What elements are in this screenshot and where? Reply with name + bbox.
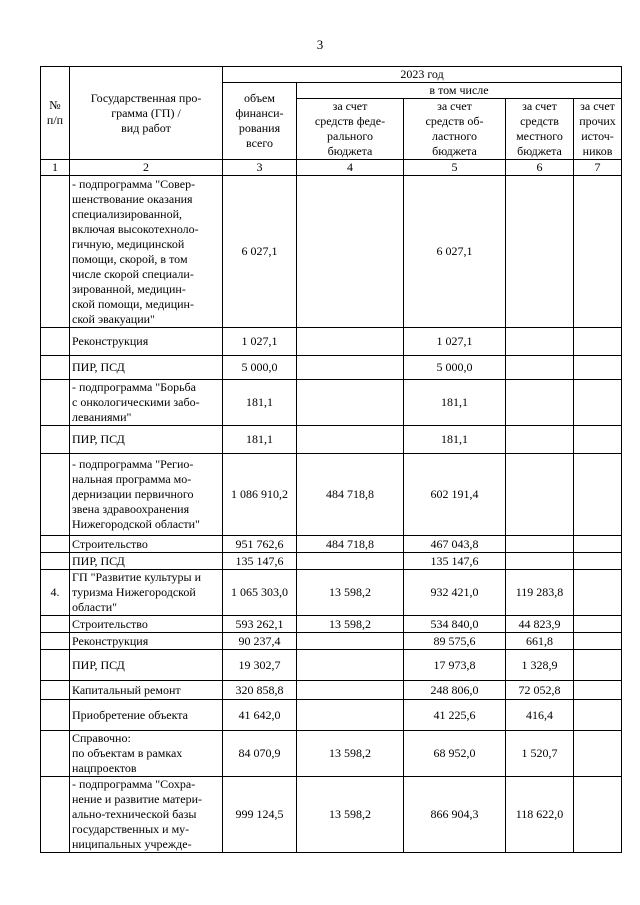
local-budget-cell [506, 553, 574, 570]
local-budget-cell [506, 454, 574, 536]
column-number: 5 [404, 160, 506, 176]
row-number-cell [41, 380, 70, 426]
total-funding-cell: 19 302,7 [223, 650, 297, 681]
program-name-cell: ПИР, ПСД [70, 553, 223, 570]
table-row [41, 176, 622, 328]
row-number-cell [41, 176, 70, 328]
header-regional-budget: за счет средств об- ластного бюджета [404, 99, 506, 160]
total-funding-cell: 84 070,9 [223, 731, 297, 777]
row-number-cell [41, 328, 70, 356]
row-number-cell [41, 777, 70, 853]
table-row [41, 536, 622, 553]
local-budget-cell [506, 426, 574, 454]
program-name-cell: - подпрограмма "Борьба с онкологическими забо- леваниями" [70, 380, 223, 426]
header-row-number: № п/п [41, 67, 70, 160]
header-local-budget: за счет средств местного бюджета [506, 99, 574, 160]
table-row [41, 570, 622, 616]
total-funding-cell: 1 086 910,2 [223, 454, 297, 536]
local-budget-cell: 44 823,9 [506, 616, 574, 633]
regional-budget-cell: 932 421,0 [404, 570, 506, 616]
header-year: 2023 год [223, 67, 622, 83]
regional-budget-cell: 17 973,8 [404, 650, 506, 681]
row-number-cell [41, 633, 70, 650]
total-funding-cell: 135 147,6 [223, 553, 297, 570]
table-row [41, 650, 622, 681]
regional-budget-cell: 181,1 [404, 380, 506, 426]
total-funding-cell: 6 027,1 [223, 176, 297, 328]
table-row [41, 731, 622, 777]
table-row [41, 328, 622, 356]
total-funding-cell: 951 762,6 [223, 536, 297, 553]
regional-budget-cell: 467 043,8 [404, 536, 506, 553]
other-sources-cell [574, 777, 622, 853]
program-name-cell: Приобретение объекта [70, 700, 223, 731]
total-funding-cell: 181,1 [223, 426, 297, 454]
column-number: 1 [41, 160, 70, 176]
table-row [41, 777, 622, 853]
regional-budget-cell: 5 000,0 [404, 356, 506, 380]
header-other-sources: за счет прочих источ- ников [574, 99, 622, 160]
regional-budget-cell: 1 027,1 [404, 328, 506, 356]
table-row [41, 681, 622, 700]
program-name-cell: - подпрограмма "Регио- нальная программа мо- дернизации первичного звена здравоохранения Нижегородской области" [70, 454, 223, 536]
local-budget-cell [506, 380, 574, 426]
header-program: Государственная про- грамма (ГП) / вид работ [70, 67, 223, 160]
other-sources-cell [574, 536, 622, 553]
table-row [41, 426, 622, 454]
program-name-cell: Строительство [70, 536, 223, 553]
row-number-cell [41, 536, 70, 553]
row-number-cell: 4. [41, 570, 70, 616]
row-number-cell [41, 616, 70, 633]
federal-budget-cell: 13 598,2 [297, 570, 404, 616]
total-funding-cell: 1 065 303,0 [223, 570, 297, 616]
row-number-cell [41, 700, 70, 731]
total-funding-cell: 90 237,4 [223, 633, 297, 650]
program-name-cell: ПИР, ПСД [70, 650, 223, 681]
regional-budget-cell: 181,1 [404, 426, 506, 454]
other-sources-cell [574, 616, 622, 633]
other-sources-cell [574, 633, 622, 650]
other-sources-cell [574, 426, 622, 454]
table-row [41, 553, 622, 570]
program-name-cell: Строительство [70, 616, 223, 633]
federal-budget-cell [297, 176, 404, 328]
row-number-cell [41, 731, 70, 777]
federal-budget-cell [297, 681, 404, 700]
federal-budget-cell [297, 356, 404, 380]
local-budget-cell: 416,4 [506, 700, 574, 731]
total-funding-cell: 320 858,8 [223, 681, 297, 700]
federal-budget-cell: 484 718,8 [297, 536, 404, 553]
table-row [41, 616, 622, 633]
federal-budget-cell: 13 598,2 [297, 731, 404, 777]
total-funding-cell: 181,1 [223, 380, 297, 426]
row-number-cell [41, 650, 70, 681]
other-sources-cell [574, 328, 622, 356]
other-sources-cell [574, 553, 622, 570]
table-row [41, 700, 622, 731]
local-budget-cell [506, 536, 574, 553]
regional-budget-cell: 866 904,3 [404, 777, 506, 853]
regional-budget-cell: 534 840,0 [404, 616, 506, 633]
total-funding-cell: 5 000,0 [223, 356, 297, 380]
local-budget-cell: 72 052,8 [506, 681, 574, 700]
program-name-cell: Реконструкция [70, 328, 223, 356]
row-number-cell [41, 553, 70, 570]
table-row [41, 454, 622, 536]
federal-budget-cell [297, 633, 404, 650]
local-budget-cell: 661,8 [506, 633, 574, 650]
other-sources-cell [574, 176, 622, 328]
local-budget-cell [506, 176, 574, 328]
column-number-row [41, 160, 622, 176]
federal-budget-cell [297, 650, 404, 681]
table-row [41, 633, 622, 650]
column-number: 3 [223, 160, 297, 176]
table-row [41, 356, 622, 380]
column-number: 6 [506, 160, 574, 176]
program-name-cell: - подпрограмма "Совер- шенствование оказания специализированной, включая высокотехноло- гичную, медицинской помощи, скорой, в том числе скорой специали- зированной, медицин- ской помощи, медицин- ской эвакуации" [70, 176, 223, 328]
row-number-cell [41, 454, 70, 536]
budget-table [40, 66, 622, 853]
column-number: 2 [70, 160, 223, 176]
header-total-funding: объем финанси- рования всего [223, 83, 297, 160]
total-funding-cell: 593 262,1 [223, 616, 297, 633]
other-sources-cell [574, 454, 622, 536]
page-number: 3 [316, 37, 324, 52]
other-sources-cell [574, 650, 622, 681]
local-budget-cell [506, 328, 574, 356]
other-sources-cell [574, 380, 622, 426]
regional-budget-cell: 248 806,0 [404, 681, 506, 700]
program-name-cell: Справочно: по объектам в рамках нацпроектов [70, 731, 223, 777]
other-sources-cell [574, 356, 622, 380]
federal-budget-cell [297, 426, 404, 454]
other-sources-cell [574, 570, 622, 616]
header-federal-budget: за счет средств феде- рального бюджета [297, 99, 404, 160]
local-budget-cell: 1 520,7 [506, 731, 574, 777]
local-budget-cell [506, 356, 574, 380]
federal-budget-cell: 484 718,8 [297, 454, 404, 536]
federal-budget-cell: 13 598,2 [297, 777, 404, 853]
column-number: 7 [574, 160, 622, 176]
regional-budget-cell: 41 225,6 [404, 700, 506, 731]
total-funding-cell: 999 124,5 [223, 777, 297, 853]
program-name-cell: ПИР, ПСД [70, 356, 223, 380]
column-number: 4 [297, 160, 404, 176]
federal-budget-cell: 13 598,2 [297, 616, 404, 633]
federal-budget-cell [297, 380, 404, 426]
federal-budget-cell [297, 328, 404, 356]
other-sources-cell [574, 731, 622, 777]
federal-budget-cell [297, 700, 404, 731]
row-number-cell [41, 356, 70, 380]
local-budget-cell: 1 328,9 [506, 650, 574, 681]
header-including: в том числе [297, 83, 622, 99]
regional-budget-cell: 602 191,4 [404, 454, 506, 536]
other-sources-cell [574, 700, 622, 731]
program-name-cell: Реконструкция [70, 633, 223, 650]
total-funding-cell: 1 027,1 [223, 328, 297, 356]
program-name-cell: ПИР, ПСД [70, 426, 223, 454]
program-name-cell: Капитальный ремонт [70, 681, 223, 700]
regional-budget-cell: 89 575,6 [404, 633, 506, 650]
regional-budget-cell: 68 952,0 [404, 731, 506, 777]
table-row [41, 380, 622, 426]
row-number-cell [41, 681, 70, 700]
federal-budget-cell [297, 553, 404, 570]
regional-budget-cell: 6 027,1 [404, 176, 506, 328]
program-name-cell: - подпрограмма "Сохра- нение и развитие матери- ально-технической базы государственных и му- ниципальных учрежде- [70, 777, 223, 853]
other-sources-cell [574, 681, 622, 700]
total-funding-cell: 41 642,0 [223, 700, 297, 731]
local-budget-cell: 119 283,8 [506, 570, 574, 616]
regional-budget-cell: 135 147,6 [404, 553, 506, 570]
local-budget-cell: 118 622,0 [506, 777, 574, 853]
program-name-cell: ГП "Развитие культуры и туризма Нижегородской области" [70, 570, 223, 616]
row-number-cell [41, 426, 70, 454]
